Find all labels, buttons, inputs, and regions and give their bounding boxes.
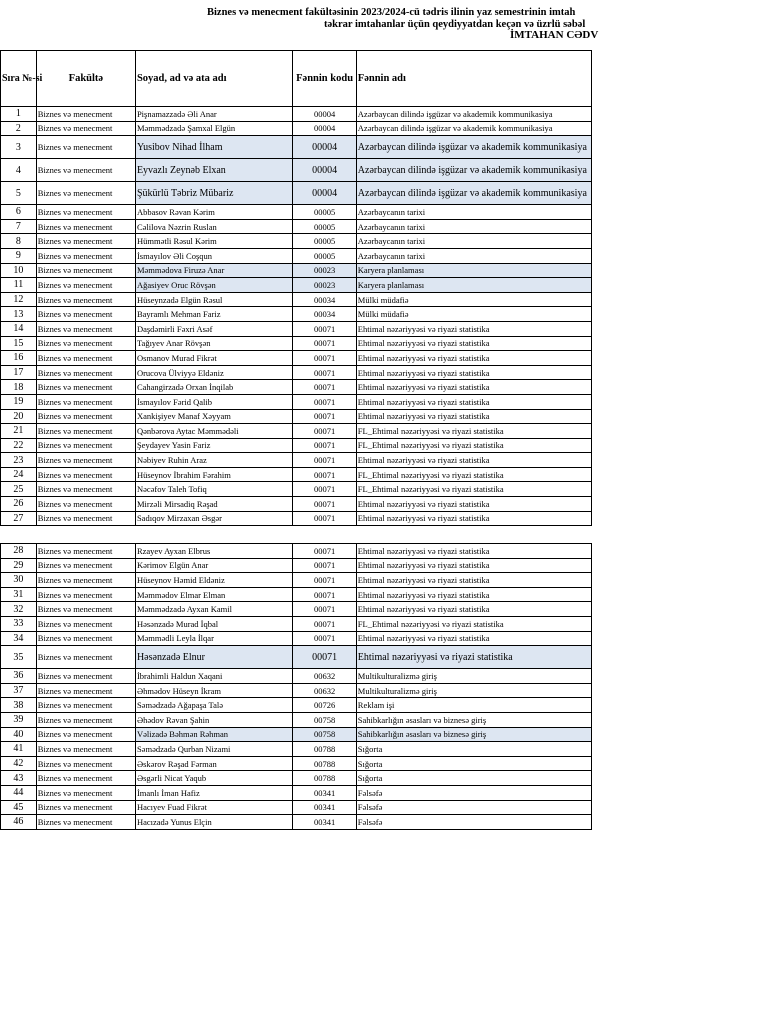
row-student-name: Şeydayev Yasin Fariz <box>135 438 292 453</box>
row-faculty: Biznes və menecment <box>36 771 135 786</box>
row-number: 8 <box>1 234 37 249</box>
row-faculty: Biznes və menecment <box>36 307 135 322</box>
row-faculty: Biznes və menecment <box>36 511 135 526</box>
table-row <box>1 380 592 395</box>
row-subject-name: Ehtimal nəzəriyyəsi və riyazi statistika <box>356 365 591 380</box>
row-subject-name: FL_Ehtimal nəzəriyyəsi və riyazi statistika <box>356 482 591 497</box>
row-faculty: Biznes və menecment <box>36 234 135 249</box>
column-header-name: Soyad, ad və ata adı <box>135 51 292 107</box>
row-faculty: Biznes və menecment <box>36 438 135 453</box>
row-subject-code: 00071 <box>293 365 356 380</box>
row-subject-code: 00788 <box>293 771 356 786</box>
row-number: 3 <box>1 136 37 159</box>
row-student-name: Nəbiyev Ruhin Araz <box>135 453 292 468</box>
table-row <box>1 424 592 439</box>
row-student-name: Ağasiyev Oruc Rövşən <box>135 278 292 293</box>
row-faculty: Biznes və menecment <box>36 380 135 395</box>
row-subject-name: Ehtimal nəzəriyyəsi və riyazi statistika <box>356 321 591 336</box>
row-faculty: Biznes və menecment <box>36 453 135 468</box>
row-subject-code: 00004 <box>293 121 356 136</box>
row-subject-name: Karyera planlaması <box>356 263 591 278</box>
row-faculty: Biznes və menecment <box>36 365 135 380</box>
row-faculty: Biznes və menecment <box>36 756 135 771</box>
row-subject-code: 00788 <box>293 756 356 771</box>
table-row <box>1 394 592 409</box>
row-number: 26 <box>1 497 37 512</box>
row-subject-code: 00071 <box>293 646 356 669</box>
table-row <box>1 438 592 453</box>
row-subject-name: Reklam işi <box>356 698 591 713</box>
table-row <box>1 136 592 159</box>
row-faculty: Biznes və menecment <box>36 467 135 482</box>
header-title-line-1: Biznes və menecment fakültəsinin 2023/2024-cü tədris ilinin yaz semestrinin imtah <box>207 7 576 18</box>
row-number: 12 <box>1 292 37 307</box>
row-subject-name: FL_Ehtimal nəzəriyyəsi və riyazi statistika <box>356 424 591 439</box>
row-subject-name: Sığorta <box>356 771 591 786</box>
row-student-name: Məmmədli Leyla İlqar <box>135 631 292 646</box>
row-number: 21 <box>1 424 37 439</box>
row-number: 15 <box>1 336 37 351</box>
row-number: 13 <box>1 307 37 322</box>
table-row <box>1 616 592 631</box>
row-student-name: Şükürlü Təbriz Mübariz <box>135 182 292 205</box>
row-subject-code: 00071 <box>293 336 356 351</box>
table-row <box>1 182 592 205</box>
row-subject-code: 00005 <box>293 234 356 249</box>
row-student-name: Abbasov Rəvan Kərim <box>135 205 292 220</box>
row-subject-code: 00071 <box>293 544 356 559</box>
table-row <box>1 205 592 220</box>
row-number: 46 <box>1 815 37 830</box>
row-number: 44 <box>1 785 37 800</box>
table-row <box>1 336 592 351</box>
row-number: 20 <box>1 409 37 424</box>
row-subject-code: 00034 <box>293 307 356 322</box>
table-row <box>1 248 592 263</box>
row-number: 36 <box>1 669 37 684</box>
row-subject-name: Azərbaycanın tarixi <box>356 219 591 234</box>
row-subject-name: Multikulturalizmə giriş <box>356 669 591 684</box>
row-number: 5 <box>1 182 37 205</box>
row-subject-name: Fəlsəfə <box>356 785 591 800</box>
row-subject-code: 00758 <box>293 727 356 742</box>
row-faculty: Biznes və menecment <box>36 573 135 588</box>
row-number: 11 <box>1 278 37 293</box>
row-subject-code: 00005 <box>293 219 356 234</box>
row-faculty: Biznes və menecment <box>36 727 135 742</box>
row-subject-code: 00726 <box>293 698 356 713</box>
row-faculty: Biznes və menecment <box>36 742 135 757</box>
row-faculty: Biznes və menecment <box>36 219 135 234</box>
row-student-name: Məmmədov Elmar Elman <box>135 587 292 602</box>
row-student-name: Qənbərova Aytac Məmmədəli <box>135 424 292 439</box>
table-header-row <box>1 51 592 107</box>
row-student-name: Mirzəli Mirsadiq Rəşad <box>135 497 292 512</box>
row-subject-name: Azərbaycan dilində işgüzar və akademik kommunikasiya <box>356 121 591 136</box>
row-subject-name: Azərbaycan dilində işgüzar və akademik kommunikasiya <box>356 107 591 122</box>
table-row <box>1 669 592 684</box>
row-faculty: Biznes və menecment <box>36 409 135 424</box>
table-row <box>1 602 592 617</box>
row-subject-name: Sahibkarlığın əsasları və biznesə giriş <box>356 712 591 727</box>
row-faculty: Biznes və menecment <box>36 182 135 205</box>
column-header-faculty: Fakültə <box>36 51 135 107</box>
row-student-name: Sadıqov Mirzaxan Əsgər <box>135 511 292 526</box>
row-number: 7 <box>1 219 37 234</box>
table-row <box>1 683 592 698</box>
row-number: 4 <box>1 159 37 182</box>
row-subject-code: 00071 <box>293 380 356 395</box>
row-faculty: Biznes və menecment <box>36 815 135 830</box>
row-student-name: Həsənzadə Elnur <box>135 646 292 669</box>
table-row <box>1 771 592 786</box>
row-subject-name: Fəlsəfə <box>356 815 591 830</box>
row-number: 37 <box>1 683 37 698</box>
row-number: 41 <box>1 742 37 757</box>
table-row <box>1 365 592 380</box>
row-subject-name: Azərbaycanın tarixi <box>356 248 591 263</box>
table-body-part-2 <box>1 544 592 830</box>
row-subject-code: 00071 <box>293 631 356 646</box>
table-row <box>1 107 592 122</box>
row-student-name: İmanlı İman Hafiz <box>135 785 292 800</box>
row-student-name: Hüseynov Həmid Eldəniz <box>135 573 292 588</box>
row-subject-name: Azərbaycan dilində işgüzar və akademik kommunikasiya <box>356 136 591 159</box>
row-student-name: İbrahimli Haldun Xaqani <box>135 669 292 684</box>
row-number: 30 <box>1 573 37 588</box>
row-faculty: Biznes və menecment <box>36 602 135 617</box>
table-row <box>1 727 592 742</box>
row-faculty: Biznes və menecment <box>36 394 135 409</box>
row-number: 10 <box>1 263 37 278</box>
row-student-name: Cəlilova Nəzrin Ruslan <box>135 219 292 234</box>
table-body-part-1 <box>1 107 592 526</box>
row-student-name: Xankişiyev Manaf Xəyyam <box>135 409 292 424</box>
table-row <box>1 587 592 602</box>
row-student-name: Əskərov Rəşad Fərman <box>135 756 292 771</box>
row-faculty: Biznes və menecment <box>36 712 135 727</box>
row-faculty: Biznes və menecment <box>36 558 135 573</box>
row-subject-name: Ehtimal nəzəriyyəsi və riyazi statistika <box>356 558 591 573</box>
row-number: 6 <box>1 205 37 220</box>
row-student-name: Səmədzadə Ağapaşa Talə <box>135 698 292 713</box>
row-number: 42 <box>1 756 37 771</box>
row-subject-name: Ehtimal nəzəriyyəsi və riyazi statistika <box>356 602 591 617</box>
row-student-name: Məmmədova Firuzə Anar <box>135 263 292 278</box>
header-title-line-3: İMTAHAN CƏDV <box>510 29 599 41</box>
row-student-name: Hüseynov İbrahim Fərahim <box>135 467 292 482</box>
table-row <box>1 234 592 249</box>
row-student-name: Həsənzadə Murad İqbal <box>135 616 292 631</box>
row-faculty: Biznes və menecment <box>36 248 135 263</box>
table-row <box>1 278 592 293</box>
row-number: 39 <box>1 712 37 727</box>
row-subject-name: Ehtimal nəzəriyyəsi və riyazi statistika <box>356 453 591 468</box>
row-subject-code: 00632 <box>293 669 356 684</box>
row-number: 17 <box>1 365 37 380</box>
row-student-name: İsmayılov Fərid Qalib <box>135 394 292 409</box>
row-faculty: Biznes və menecment <box>36 482 135 497</box>
row-number: 45 <box>1 800 37 815</box>
table-row <box>1 409 592 424</box>
row-student-name: Orucova Ülviyyə Eldəniz <box>135 365 292 380</box>
column-header-code: Fənnin kodu <box>293 51 356 107</box>
table-row <box>1 351 592 366</box>
row-subject-code: 00341 <box>293 815 356 830</box>
row-student-name: Hacıyev Fuad Fikrət <box>135 800 292 815</box>
row-subject-code: 00071 <box>293 511 356 526</box>
table-row <box>1 698 592 713</box>
row-subject-code: 00341 <box>293 800 356 815</box>
row-subject-name: FL_Ehtimal nəzəriyyəsi və riyazi statistika <box>356 438 591 453</box>
header-title-line-2: təkrar imtahanlar üçün qeydiyyatdan keçən və üzrlü səbəl <box>324 19 586 30</box>
row-faculty: Biznes və menecment <box>36 159 135 182</box>
table-row <box>1 815 592 830</box>
row-number: 23 <box>1 453 37 468</box>
row-student-name: Bayramlı Mehman Fariz <box>135 307 292 322</box>
table-row <box>1 800 592 815</box>
row-number: 28 <box>1 544 37 559</box>
row-faculty: Biznes və menecment <box>36 785 135 800</box>
row-subject-code: 00071 <box>293 351 356 366</box>
row-student-name: Hacızadə Yunus Elçin <box>135 815 292 830</box>
row-faculty: Biznes və menecment <box>36 800 135 815</box>
row-subject-code: 00005 <box>293 248 356 263</box>
row-subject-code: 00071 <box>293 573 356 588</box>
row-student-name: Eyvazlı Zeynəb Elxan <box>135 159 292 182</box>
row-number: 9 <box>1 248 37 263</box>
row-student-name: Məmmədzadə Ayxan Kamil <box>135 602 292 617</box>
row-faculty: Biznes və menecment <box>36 136 135 159</box>
row-subject-code: 00071 <box>293 467 356 482</box>
row-faculty: Biznes və menecment <box>36 263 135 278</box>
row-student-name: İsmayılov Əli Coşqun <box>135 248 292 263</box>
row-subject-code: 00071 <box>293 602 356 617</box>
column-header-no: Sıra №-si <box>1 51 37 107</box>
row-faculty: Biznes və menecment <box>36 292 135 307</box>
row-number: 29 <box>1 558 37 573</box>
row-number: 34 <box>1 631 37 646</box>
row-student-name: Hümmətli Rəsul Kərim <box>135 234 292 249</box>
row-subject-code: 00071 <box>293 616 356 631</box>
table-row <box>1 159 592 182</box>
row-subject-name: Sığorta <box>356 742 591 757</box>
row-subject-code: 00034 <box>293 292 356 307</box>
row-number: 18 <box>1 380 37 395</box>
row-subject-code: 00071 <box>293 394 356 409</box>
row-student-name: Kərimov Elgün Anar <box>135 558 292 573</box>
row-subject-code: 00005 <box>293 205 356 220</box>
row-faculty: Biznes və menecment <box>36 121 135 136</box>
row-subject-name: Ehtimal nəzəriyyəsi və riyazi statistika <box>356 631 591 646</box>
row-student-name: Hüseynzadə Elgün Rəsul <box>135 292 292 307</box>
row-subject-name: Ehtimal nəzəriyyəsi və riyazi statistika <box>356 336 591 351</box>
row-student-name: Rzayev Ayxan Elbrus <box>135 544 292 559</box>
table-row <box>1 646 592 669</box>
table-row <box>1 121 592 136</box>
row-student-name: Əhmədov Hüseyn İkram <box>135 683 292 698</box>
row-subject-name: Azərbaycan dilində işgüzar və akademik kommunikasiya <box>356 182 591 205</box>
row-number: 32 <box>1 602 37 617</box>
row-number: 19 <box>1 394 37 409</box>
row-faculty: Biznes və menecment <box>36 587 135 602</box>
row-faculty: Biznes və menecment <box>36 351 135 366</box>
row-subject-name: Ehtimal nəzəriyyəsi və riyazi statistika <box>356 587 591 602</box>
row-number: 14 <box>1 321 37 336</box>
table-row <box>1 756 592 771</box>
exam-table-part-2 <box>0 543 592 830</box>
row-number: 1 <box>1 107 37 122</box>
row-subject-name: Mülki müdafiə <box>356 292 591 307</box>
row-faculty: Biznes və menecment <box>36 497 135 512</box>
row-faculty: Biznes və menecment <box>36 646 135 669</box>
row-number: 31 <box>1 587 37 602</box>
table-row <box>1 631 592 646</box>
table-row <box>1 785 592 800</box>
row-subject-code: 00071 <box>293 321 356 336</box>
row-subject-name: Fəlsəfə <box>356 800 591 815</box>
table-row <box>1 482 592 497</box>
row-subject-code: 00788 <box>293 742 356 757</box>
row-subject-code: 00023 <box>293 278 356 293</box>
table-row <box>1 712 592 727</box>
row-subject-name: Ehtimal nəzəriyyəsi və riyazi statistika <box>356 394 591 409</box>
table-row <box>1 321 592 336</box>
row-subject-code: 00071 <box>293 453 356 468</box>
row-subject-code: 00004 <box>293 107 356 122</box>
row-subject-name: Azərbaycan dilində işgüzar və akademik kommunikasiya <box>356 159 591 182</box>
row-number: 24 <box>1 467 37 482</box>
row-faculty: Biznes və menecment <box>36 107 135 122</box>
row-subject-code: 00004 <box>293 136 356 159</box>
row-subject-code: 00023 <box>293 263 356 278</box>
row-number: 25 <box>1 482 37 497</box>
row-number: 38 <box>1 698 37 713</box>
row-subject-code: 00004 <box>293 159 356 182</box>
table-row <box>1 511 592 526</box>
row-faculty: Biznes və menecment <box>36 669 135 684</box>
table-row <box>1 742 592 757</box>
row-student-name: Yusibov Nihad İlham <box>135 136 292 159</box>
row-number: 35 <box>1 646 37 669</box>
row-student-name: Əhədov Rəvan Şahin <box>135 712 292 727</box>
table-row <box>1 307 592 322</box>
row-student-name: Nəcəfov Taleh Tofiq <box>135 482 292 497</box>
row-subject-code: 00071 <box>293 424 356 439</box>
row-subject-name: Sığorta <box>356 756 591 771</box>
row-subject-name: FL_Ehtimal nəzəriyyəsi və riyazi statistika <box>356 467 591 482</box>
row-faculty: Biznes və menecment <box>36 336 135 351</box>
row-number: 40 <box>1 727 37 742</box>
row-subject-name: Ehtimal nəzəriyyəsi və riyazi statistika <box>356 511 591 526</box>
row-faculty: Biznes və menecment <box>36 698 135 713</box>
row-subject-name: Sahibkarlığın əsasları və biznesə giriş <box>356 727 591 742</box>
row-subject-code: 00071 <box>293 558 356 573</box>
row-subject-name: Ehtimal nəzəriyyəsi və riyazi statistika <box>356 544 591 559</box>
row-subject-name: Ehtimal nəzəriyyəsi və riyazi statistika <box>356 380 591 395</box>
table-row <box>1 544 592 559</box>
row-faculty: Biznes və menecment <box>36 544 135 559</box>
table-row <box>1 453 592 468</box>
row-student-name: Tağıyev Anar Rövşən <box>135 336 292 351</box>
exam-table-part-1 <box>0 50 592 526</box>
row-subject-code: 00071 <box>293 587 356 602</box>
row-subject-code: 00071 <box>293 438 356 453</box>
row-subject-name: Multikulturalizmə giriş <box>356 683 591 698</box>
row-subject-name: Ehtimal nəzəriyyəsi və riyazi statistika <box>356 351 591 366</box>
table-row <box>1 467 592 482</box>
row-subject-name: Mülki müdafiə <box>356 307 591 322</box>
row-number: 22 <box>1 438 37 453</box>
row-subject-code: 00004 <box>293 182 356 205</box>
row-faculty: Biznes və menecment <box>36 205 135 220</box>
row-faculty: Biznes və menecment <box>36 683 135 698</box>
row-subject-code: 00758 <box>293 712 356 727</box>
row-faculty: Biznes və menecment <box>36 631 135 646</box>
row-subject-code: 00071 <box>293 409 356 424</box>
row-subject-name: Ehtimal nəzəriyyəsi və riyazi statistika <box>356 573 591 588</box>
row-subject-name: FL_Ehtimal nəzəriyyəsi və riyazi statistika <box>356 616 591 631</box>
row-number: 16 <box>1 351 37 366</box>
row-subject-name: Ehtimal nəzəriyyəsi və riyazi statistika <box>356 409 591 424</box>
row-student-name: Cahangirzadə Orxan İnqilab <box>135 380 292 395</box>
table-row <box>1 573 592 588</box>
row-faculty: Biznes və menecment <box>36 321 135 336</box>
row-number: 27 <box>1 511 37 526</box>
row-number: 2 <box>1 121 37 136</box>
row-subject-code: 00071 <box>293 497 356 512</box>
row-student-name: Pişnamazzadə Əli Anar <box>135 107 292 122</box>
row-student-name: Osmanov Murad Fikrət <box>135 351 292 366</box>
row-subject-name: Karyera planlaması <box>356 278 591 293</box>
row-subject-name: Ehtimal nəzəriyyəsi və riyazi statistika <box>356 646 591 669</box>
column-header-subject: Fənnin adı <box>356 51 591 107</box>
row-student-name: Daşdəmirli Fəxri Asəf <box>135 321 292 336</box>
row-student-name: Məmmədzadə Şamxal Elgün <box>135 121 292 136</box>
row-number: 33 <box>1 616 37 631</box>
row-subject-code: 00071 <box>293 482 356 497</box>
row-subject-name: Azərbaycanın tarixi <box>356 234 591 249</box>
row-subject-code: 00632 <box>293 683 356 698</box>
row-faculty: Biznes və menecment <box>36 278 135 293</box>
table-row <box>1 219 592 234</box>
row-faculty: Biznes və menecment <box>36 616 135 631</box>
row-student-name: Vəlizadə Bəhmən Rəhman <box>135 727 292 742</box>
row-subject-name: Ehtimal nəzəriyyəsi və riyazi statistika <box>356 497 591 512</box>
table-row <box>1 263 592 278</box>
row-student-name: Əsgərli Nicat Yaqub <box>135 771 292 786</box>
row-subject-name: Azərbaycanın tarixi <box>356 205 591 220</box>
row-subject-code: 00341 <box>293 785 356 800</box>
row-number: 43 <box>1 771 37 786</box>
table-row <box>1 558 592 573</box>
table-row <box>1 292 592 307</box>
row-student-name: Səmədzadə Qurban Nizami <box>135 742 292 757</box>
table-row <box>1 497 592 512</box>
row-faculty: Biznes və menecment <box>36 424 135 439</box>
